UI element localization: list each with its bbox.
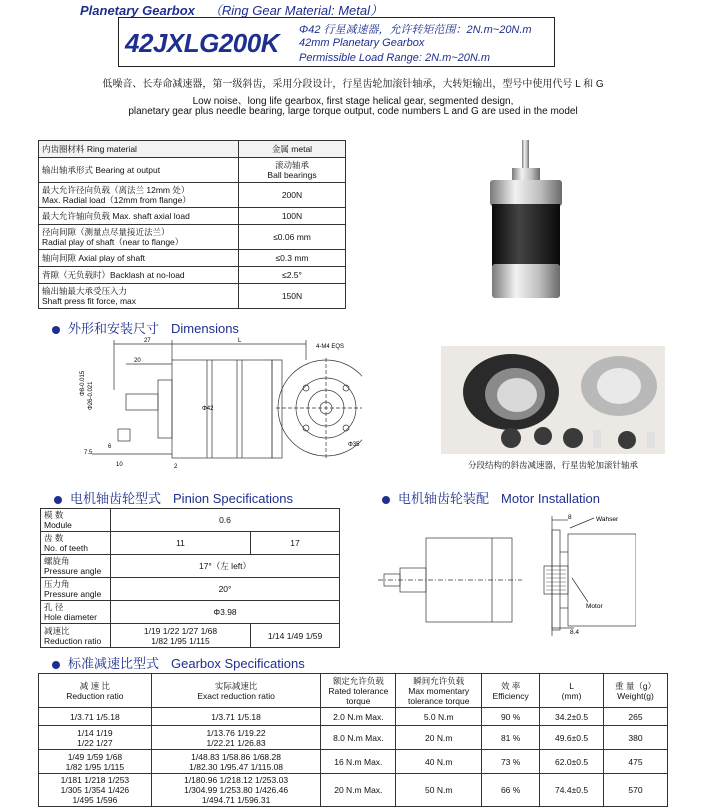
header-cn: 重 量（g）	[614, 680, 657, 691]
table-header-row	[39, 674, 668, 708]
spec-value-line: ≤0.06 mm	[273, 232, 311, 242]
table-row	[39, 208, 346, 225]
spec-value	[239, 250, 346, 267]
dim-label: 10	[116, 462, 123, 468]
dim-label: Φ26-0.021	[88, 381, 94, 410]
adapter-shape	[492, 264, 560, 298]
key-cn: 减速比	[44, 625, 70, 636]
momentary-torque-cell: 50 N.m	[396, 774, 482, 807]
header-cell	[39, 674, 152, 708]
rated-torque-cell: 8.0 N.m Max.	[321, 726, 396, 750]
spec-value-line: ≤0.3 mm	[275, 253, 309, 263]
dim-label: 6	[108, 444, 112, 450]
gear-caption: 分段结构的斜齿减速器，行星齿轮加滚针轴承	[467, 460, 638, 470]
spec-value	[239, 267, 346, 284]
exact-ratio-cell: 1/13.76 1/19.22 1/22.21 1/26.83	[151, 726, 321, 750]
pinion-value: 0.6	[111, 509, 340, 532]
header-cn: 实际减速比	[214, 680, 258, 691]
dim-label: 7.5	[84, 450, 93, 456]
exact-ratio-cell: 1/3.71 1/5.18	[151, 708, 321, 726]
install-label: 8	[568, 514, 572, 521]
planet-gear	[563, 428, 583, 448]
efficiency-cell: 90 %	[482, 708, 540, 726]
gear-components-photo	[441, 346, 665, 454]
planet-gear	[618, 431, 636, 449]
spec-value	[239, 158, 346, 183]
needle-bearing	[647, 432, 655, 448]
header-cell	[396, 674, 482, 708]
spec-value	[239, 141, 346, 158]
dim-label: Φ8-0.015	[80, 370, 86, 396]
needle-bearing	[593, 430, 601, 448]
dim-label: 2	[174, 464, 178, 470]
table-row	[39, 774, 668, 807]
bullet-icon	[382, 496, 390, 504]
table-row	[41, 532, 340, 555]
pinion-key	[41, 532, 111, 555]
header-cn: 额定允许负载	[332, 675, 384, 686]
table-row	[41, 601, 340, 624]
install-drawing	[374, 512, 636, 636]
ratio-cell: 1/3.71 1/5.18	[39, 708, 152, 726]
section-title-cn: 标准减速比型式	[68, 656, 160, 671]
key-en: Pressure angle	[44, 566, 102, 576]
description-en2: planetary gear plus needle bearing, large torque output, code numbers L and G are used in the model	[128, 106, 578, 117]
rated-torque-cell: 16 N.m Max.	[321, 750, 396, 774]
spec-value	[239, 183, 346, 208]
header-cell	[151, 674, 321, 708]
spec-key-line: Radial play of shaft（near to flange）	[42, 237, 184, 247]
section-gearbox	[52, 653, 305, 672]
table-row	[41, 555, 340, 578]
key-cn: 齿 数	[44, 533, 64, 543]
table-row	[39, 726, 668, 750]
pinion-value: Φ3.98	[111, 601, 340, 624]
header-en: Exact reduction ratio	[197, 690, 275, 701]
section-title-cn: 电机轴齿轮装配	[398, 491, 490, 506]
ratio-cell: 1/14 1/19 1/22 1/27	[39, 726, 152, 750]
table-row	[39, 183, 346, 208]
table-row	[41, 578, 340, 601]
pinion-value: 11	[111, 532, 251, 555]
pinion-key	[41, 555, 111, 578]
exact-ratio-cell: 1/48.83 1/58.86 1/68.28 1/82.30 1/95.47 1/115.08	[151, 750, 321, 774]
spec-value-line: 金属 metal	[271, 144, 313, 154]
spec-key-line: 最大允许轴向负载 Max. shaft axial load	[42, 211, 190, 221]
spec-value-line: 150N	[281, 291, 303, 301]
spec-key-line: 内齿圈材料 Ring material	[42, 144, 137, 154]
table-row	[41, 509, 340, 532]
dim-label: 27	[144, 338, 151, 344]
pinion-value: 20°	[111, 578, 340, 601]
momentary-torque-cell: 20 N.m	[396, 726, 482, 750]
header-cell	[482, 674, 540, 708]
description-cn: 低噪音、长寿命减速器，第一级斜齿，采用分段设计，行星齿轮加滚针轴承，大转矩输出，型号中使用代号 L 和 G	[102, 79, 604, 90]
rated-torque-cell: 20 N.m Max.	[321, 774, 396, 807]
spec-key	[39, 250, 239, 267]
header-en: Reduction ratio	[66, 690, 124, 701]
efficiency-cell: 73 %	[482, 750, 540, 774]
gearbox-photo	[470, 138, 580, 308]
header-cell	[321, 674, 396, 708]
dim-label: Φ35	[348, 442, 360, 448]
key-en: Module	[44, 520, 72, 530]
dim-label: 4-M4 EQS	[316, 344, 345, 350]
ratio-cell: 1/49 1/59 1/68 1/82 1/95 1/115	[39, 750, 152, 774]
spec-value-line: ≤2.5°	[282, 270, 302, 280]
key-cn: 压力角	[44, 579, 70, 589]
ring-gear-shape	[492, 204, 560, 266]
description-en1: Low noise、long life gearbox, first stage helical gear, segmented design,	[192, 96, 514, 107]
spec-key	[39, 183, 239, 208]
ratio-line: 1/82 1/95 1/115	[151, 635, 210, 646]
section-install	[382, 488, 600, 507]
spec-value-line: 100N	[281, 211, 303, 221]
weight-cell: 570	[604, 774, 668, 807]
install-label: Wahser	[596, 516, 619, 523]
spec-key	[39, 225, 239, 250]
length-cell: 34.2±0.5	[540, 708, 604, 726]
header-en: Max momentary tolerance torque	[408, 685, 470, 706]
header-en: (mm)	[561, 690, 582, 701]
table-row	[41, 624, 340, 648]
momentary-torque-cell: 40 N.m	[396, 750, 482, 774]
length-cell: 74.4±0.5	[540, 774, 604, 807]
series-name: Planetary Gearbox	[80, 3, 195, 18]
header-en: Efficiency	[492, 690, 529, 701]
spec-table	[38, 140, 346, 309]
efficiency-cell: 66 %	[482, 774, 540, 807]
spec-value	[239, 284, 346, 309]
pinion-key	[41, 509, 111, 532]
weight-cell: 475	[604, 750, 668, 774]
spec-key	[39, 208, 239, 225]
table-row	[39, 284, 346, 309]
weight-cell: 380	[604, 726, 668, 750]
spec-value	[239, 225, 346, 250]
table-row	[39, 250, 346, 267]
hub-shape	[512, 168, 540, 182]
key-cn: 孔 径	[44, 602, 64, 612]
key-cn: 螺旋角	[44, 556, 70, 566]
spec-value	[239, 208, 346, 225]
length-cell: 49.6±0.5	[540, 726, 604, 750]
ratio-cell: 1/181 1/218 1/253 1/305 1/354 1/426 1/495 1/596	[39, 774, 152, 807]
model-line-cn: Φ42 行星减速器，允许转矩范围：2N.m~20N.m	[299, 24, 532, 36]
section-title-cn: 电机轴齿轮型式	[70, 491, 162, 506]
dim-label: L	[238, 338, 242, 344]
table-row	[39, 708, 668, 726]
pinion-key	[41, 578, 111, 601]
pinion-value: 1/14 1/49 1/59	[251, 624, 340, 648]
bullet-icon	[54, 496, 62, 504]
pinion-value	[111, 624, 251, 648]
bullet-icon	[52, 661, 60, 669]
header-cell	[604, 674, 668, 708]
exact-ratio-cell: 1/180.96 1/218.12 1/253.03 1/304.99 1/253.80 1/426.46 1/494.71 1/596.31	[151, 774, 321, 807]
key-cn: 模 数	[44, 510, 64, 520]
install-label: Motor	[586, 603, 603, 610]
spec-key-line: 最大允许径向负载（离法兰 12mm 处）	[42, 185, 190, 195]
table-row	[39, 225, 346, 250]
spec-value-line: 滚动轴承	[274, 160, 309, 170]
spec-key-line: 输出轴最大承受压入力	[42, 286, 128, 296]
flange-shape	[490, 180, 562, 206]
dimension-drawing	[62, 330, 362, 470]
planet-gear	[501, 428, 521, 448]
pinion-value: 17	[251, 532, 340, 555]
spec-key	[39, 284, 239, 309]
spec-key-line: Shaft press fit force, max	[42, 296, 137, 306]
material-note: （Ring Gear Material: Metal）	[208, 3, 384, 18]
spec-value-line: Ball bearings	[267, 170, 317, 180]
header-cn: 瞬间允许负载	[413, 675, 465, 686]
header-cn: L	[569, 680, 574, 691]
spec-key-line: 输出轴承形式 Bearing at output	[42, 165, 161, 175]
section-title-cn: 外形和安装尺寸	[68, 321, 160, 336]
pinion-key	[41, 601, 111, 624]
spec-key	[39, 267, 239, 284]
dim-label: 20	[134, 358, 141, 364]
pinion-key	[41, 624, 111, 648]
install-label: 8.4	[570, 629, 580, 636]
key-en: Reduction ratio	[44, 635, 102, 646]
weight-cell: 265	[604, 708, 668, 726]
dim-label: Φ42	[202, 406, 214, 412]
pinion-value: 17°（左 left）	[111, 555, 340, 578]
key-en: Hole diameter	[44, 612, 97, 622]
spec-key	[39, 141, 239, 158]
table-row	[39, 141, 346, 158]
section-title-en: Motor Installation	[501, 491, 601, 506]
header-cell	[540, 674, 604, 708]
model-code: 42JXLG200K	[125, 28, 279, 58]
header-en: Weight(g)	[617, 690, 654, 701]
pinion-table	[40, 508, 340, 648]
section-title-en: Gearbox Specifications	[171, 656, 305, 671]
momentary-torque-cell: 5.0 N.m	[396, 708, 482, 726]
model-line-en1: 42mm Planetary Gearbox	[299, 37, 425, 49]
ratio-line: 1/19 1/22 1/27 1/68	[143, 625, 218, 636]
spec-key-line: 径向间隙（测量点尽量接近法兰）	[42, 227, 170, 237]
header-cn: 减 速 比	[79, 680, 110, 691]
spec-key-line: 背隙（无负载时）Backlash at no-load	[42, 270, 185, 280]
section-title-en: Dimensions	[171, 321, 239, 336]
spec-key-line: Max. Radial load（12mm from flange）	[42, 195, 191, 205]
bullet-icon	[52, 326, 60, 334]
gearbox-table	[38, 673, 668, 807]
spec-key	[39, 158, 239, 183]
spec-value-line: 200N	[281, 190, 303, 200]
efficiency-cell: 81 %	[482, 726, 540, 750]
length-cell: 62.0±0.5	[540, 750, 604, 774]
shaft-shape	[522, 140, 529, 170]
table-row	[39, 158, 346, 183]
model-line-en2: Permissible Load Range: 2N.m~20N.m	[299, 52, 491, 64]
header-cn: 效 率	[500, 680, 521, 691]
spec-key-line: 轴向间隙 Axial play of shaft	[42, 253, 145, 263]
model-box	[118, 17, 555, 67]
rated-torque-cell: 2.0 N.m Max.	[321, 708, 396, 726]
header-en: Rated tolerance torque	[328, 685, 389, 706]
table-row	[39, 750, 668, 774]
planet-gear	[534, 427, 552, 445]
table-row	[39, 267, 346, 284]
key-en: No. of teeth	[44, 543, 88, 553]
key-en: Pressure angle	[44, 589, 102, 599]
section-pinion	[54, 488, 293, 507]
section-title-en: Pinion Specifications	[173, 491, 293, 506]
